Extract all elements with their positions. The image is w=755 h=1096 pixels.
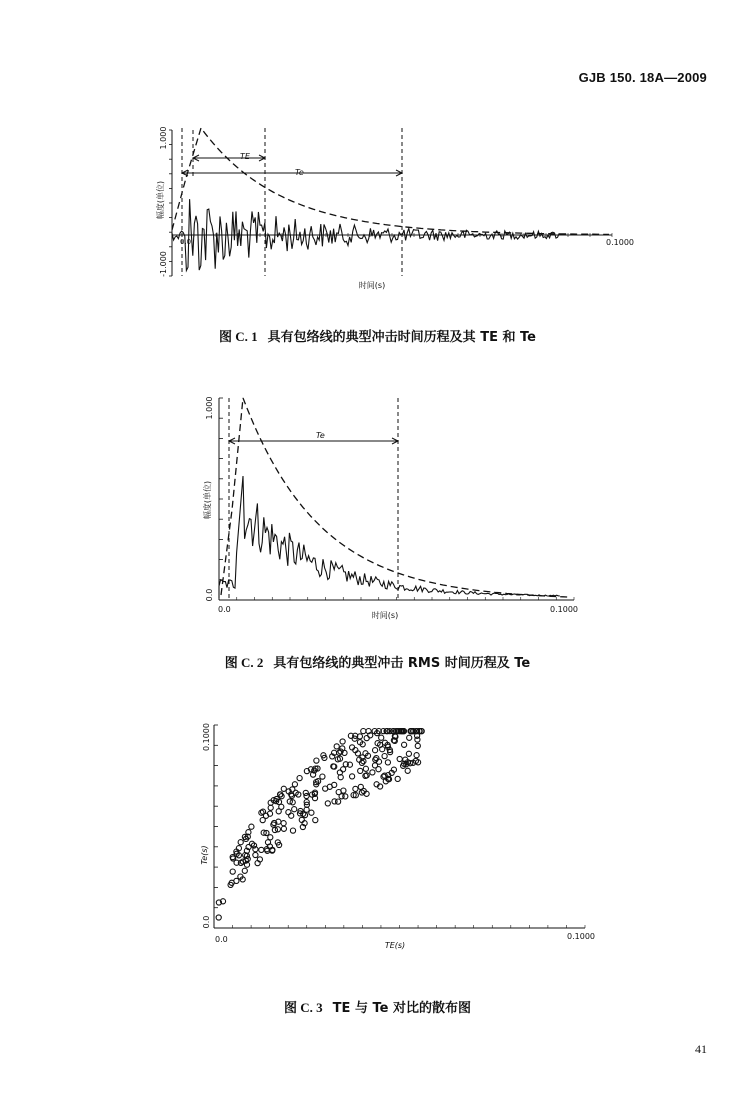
c3-scatter-point	[358, 784, 363, 789]
figure-c3-caption	[0, 997, 755, 1016]
c2-envelope-curve	[221, 398, 571, 597]
c3-scatter-point	[314, 758, 319, 763]
c3-scatter-point	[405, 768, 410, 773]
c2-ytick-bottom: 0.0	[205, 588, 214, 602]
c1-ytick-top: 1.000	[159, 126, 168, 150]
c3-scatter-point	[230, 869, 235, 874]
figure-c2-chart	[0, 390, 755, 625]
c3-scatter-point	[327, 784, 332, 789]
c2-ylabel: 幅度(单位)	[203, 480, 212, 520]
c3-scatter-point	[373, 748, 378, 753]
c3-scatter-point	[402, 742, 407, 747]
c3-scatter-point	[281, 786, 286, 791]
c2-marker-tee-label: Te	[316, 431, 325, 440]
c3-scatter-point	[340, 739, 345, 744]
c1-xtick-right: 0.1000	[606, 238, 634, 247]
c3-scatter-point	[309, 810, 314, 815]
figure-c2-caption	[0, 652, 755, 671]
c3-scatter-point	[304, 793, 309, 798]
c3-scatter-point	[370, 770, 375, 775]
figure-c1-caption	[0, 326, 755, 345]
c2-ytick-top: 1.000	[205, 396, 214, 420]
c1-caption-number: 图 C. 1	[219, 329, 258, 344]
c3-scatter-point	[286, 810, 291, 815]
c3-scatter-point	[260, 809, 265, 814]
c3-scatter-point	[268, 805, 273, 810]
c1-xtick-left: 0.0	[180, 238, 192, 246]
c3-scatter-point	[249, 824, 254, 829]
c1-marker-te-label: TE	[240, 152, 250, 161]
c3-ytick-bottom: 0.0	[202, 915, 211, 929]
c3-scatter-point	[297, 776, 302, 781]
figure-c1-chart	[0, 118, 755, 308]
c3-scatter-point	[253, 852, 258, 857]
c3-scatter-point	[279, 804, 284, 809]
standard-code: GJB 150. 18A—2009	[578, 70, 707, 85]
c3-scatter-point	[364, 736, 369, 741]
c3-scatter-point	[259, 847, 264, 852]
c3-ytick-top: 0.1000	[202, 723, 211, 751]
c3-scatter-point	[350, 774, 355, 779]
c3-scatter-point	[379, 735, 384, 740]
c3-scatter-point	[339, 794, 344, 799]
c3-scatter-point	[341, 767, 346, 772]
c3-scatter-point	[290, 828, 295, 833]
c3-scatter-point	[385, 760, 390, 765]
page-number: 41	[695, 1042, 707, 1056]
c2-xtick-right: 0.1000	[550, 605, 578, 614]
c3-scatter-point	[361, 729, 366, 734]
c1-xlabel: 时间(s)	[358, 281, 386, 290]
c3-scatter-point	[382, 754, 387, 759]
c2-xlabel: 时间(s)	[371, 611, 399, 620]
c3-scatter-point	[242, 868, 247, 873]
c3-scatter-point	[395, 776, 400, 781]
c3-scatter-point	[320, 774, 325, 779]
c2-xtick-left: 0.0	[218, 605, 231, 614]
c3-scatter-point	[363, 766, 368, 771]
c3-scatter-point	[216, 915, 221, 920]
c2-caption-number: 图 C. 2	[224, 655, 264, 670]
c3-scatter-point	[292, 807, 297, 812]
c3-xtick-left: 0.0	[215, 935, 228, 944]
c3-scatter-point	[372, 763, 377, 768]
c2-rms-trace	[219, 476, 560, 598]
c3-caption-number: 图 C. 3	[284, 1000, 323, 1015]
c3-scatter-point	[406, 751, 411, 756]
c2-caption-text: 具有包络线的典型冲击 RMS 时间历程及 Te	[273, 656, 531, 671]
c3-scatter-point	[260, 818, 265, 823]
c3-scatter-point	[281, 821, 286, 826]
c3-scatter-point	[415, 743, 420, 748]
c3-scatter-point	[353, 786, 358, 791]
c3-scatter-point	[299, 817, 304, 822]
figure-c3-chart	[0, 715, 755, 955]
c3-scatter-point	[414, 753, 419, 758]
c3-scatter-point	[332, 799, 337, 804]
c3-scatter-point	[281, 826, 286, 831]
c3-ylabel: Te(s)	[200, 845, 209, 865]
c3-scatter-point	[325, 801, 330, 806]
c3-scatter-point	[397, 756, 402, 761]
c3-scatter-point	[374, 756, 379, 761]
c3-scatter-point	[289, 813, 294, 818]
c1-marker-tee-label: Te	[295, 168, 304, 177]
c3-scatter-point	[334, 744, 339, 749]
c3-xlabel: TE(s)	[384, 941, 406, 950]
c3-scatter-point	[234, 878, 239, 883]
c3-scatter-point	[407, 735, 412, 740]
c3-caption-text: TE 与 Te 对比的散布图	[332, 1001, 471, 1016]
c1-ytick-bottom: -1.000	[159, 251, 168, 277]
c3-scatter-point	[238, 840, 243, 845]
c1-ylabel: 幅度(单位)	[156, 180, 165, 220]
c3-scatter-point	[313, 818, 318, 823]
c1-envelope-curve	[172, 128, 609, 234]
c3-xtick-right: 0.1000	[567, 932, 595, 941]
c1-caption-text: 具有包络线的典型冲击时间历程及其 TE 和 Te	[267, 330, 536, 345]
c3-scatter-point	[358, 768, 363, 773]
c3-scatter-point	[292, 782, 297, 787]
c3-scatter-point	[268, 835, 273, 840]
